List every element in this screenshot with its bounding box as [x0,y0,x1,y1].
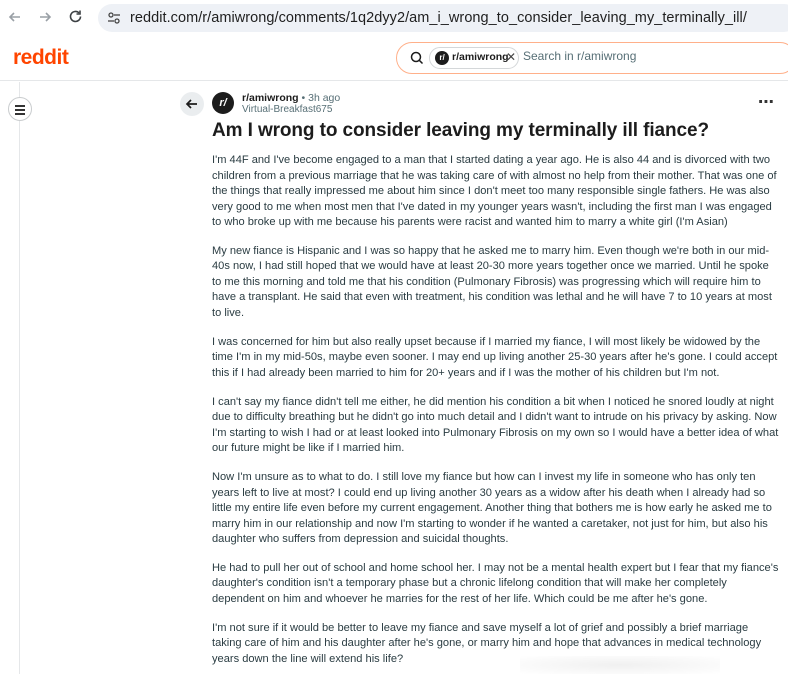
meta-separator: • [301,92,306,104]
search-scope-chip[interactable] [429,47,519,69]
subreddit-link[interactable]: r/amiwrong [242,92,299,104]
hamburger-icon [15,105,25,107]
search-input[interactable] [523,49,783,63]
post-paragraph: I'm 44F and I've become engaged to a man that I started dating a year ago. He is also 44 and is divorced with two children from a previous marriage that he was taking care of with almost no help from their mother. That was one of the things that really impressed me about him since I don't meet too many responsible single fathers. He was also very good to me when most men that I've dated in my younger years wasn't, including the first man I was engaged to who broke up with me because his parents were racist and wanted him to marry a white girl (I'm Asian) [212,154,777,228]
post-paragraph: He had to pull her out of school and home school her. I may not be a mental health expert but I fear that my fiance's daughter's condition isn't a temporary phase but a chronic lifelong condition that will make her completely dependent on him and whoever he marries for the rest of her life. Which could be me after he's gone. [212,561,779,605]
search-icon [409,50,425,66]
sidebar-toggle-button[interactable] [8,97,32,121]
post-title: Am I wrong to consider leaving my terminally ill fiance? [212,120,709,141]
close-icon[interactable]: ✕ [506,50,517,64]
tune-icon[interactable] [106,10,122,26]
post-body [212,153,780,674]
post-paragraph: My new fiance is Hispanic and I was so happy that he asked me to marry him. Even though we're both in our mid-40s now, I had still hoped that we would have at least 20-30 more years together once we married. Until he spoke to me this morning and told me that his condition (Pulmonary Fibrosis) was progressing which will require him to have a transplant. He said that even with treatment, his condition was lethal and he will have 7 to 10 years at most to live. [212,244,772,319]
reload-icon [68,9,83,24]
back-button[interactable] [180,92,204,116]
url-text[interactable]: reddit.com/r/amiwrong/comments/1q2dyy2/am_i_wrong_to_consider_leaving_my_terminally_ill/ [130,10,747,26]
browser-reload-button[interactable] [64,6,86,28]
subreddit-avatar-icon: r/ [435,51,449,65]
browser-back-button[interactable] [4,6,26,28]
author-link[interactable]: Virtual-Breakfast675 [242,104,333,115]
arrow-left-icon [180,92,204,116]
address-bar[interactable] [98,4,788,32]
left-sidebar [0,82,20,674]
browser-toolbar [0,0,788,36]
ellipsis-icon[interactable]: ⋯ [758,94,775,111]
post-meta [242,92,340,104]
post-paragraph: Now I'm unsure as to what to do. I still love my fiance but how can I invest my life in someone who has only ten years left to live at most? I could end up living another 30 years as a widow after his death when I already had so little my entire life even before my current engagement. Another thing that bothers me is how early he asked me to marry him in our relationship and now I'm starting to wonder if he wanted a caretaker, not just for him, but also his daughter who suffers from depression and suicidal thoughts. [212,471,772,546]
post-paragraph: I can't say my fiance didn't tell me either, he did mention his condition a bit when I noticed he snored loudly at night due to difficulty breathing but he didn't go into much detail and I didn't want to intrude on his privacy by asking. Now I'm starting to wish I had or at least looked into Pulmonary Fibrosis on my own so I would have a better idea of what our future might be like if I married him. [212,395,779,455]
reddit-logo[interactable]: reddit [13,46,69,69]
site-header [0,36,788,81]
scroll-shadow [520,656,720,674]
search-scope-label: r/amiwrong [452,51,509,63]
browser-forward-button[interactable] [34,6,56,28]
post-paragraph: I was concerned for him but also really upset because if I married my fiance, I will most likely be widowed by the time I'm in my mid-50s, maybe even sooner. I may end up living another 25-30 years after he's gone. I could accept this if I had already been married to him for 20+ years and if I was the mother of his children but I'm not. [212,335,778,379]
arrow-right-icon [38,10,52,24]
post-paragraph: I'm not sure if it would be better to leave my fiance and save myself a lot of grief and possibly a brief marriage taking care of him and his daughter after he's gone, or marry him and hope that advances in medical technology years down the line will extend his life? [212,621,762,665]
search-bar[interactable] [396,42,788,74]
arrow-left-icon [8,10,22,24]
post-timestamp: 3h ago [308,92,341,104]
subreddit-avatar[interactable]: r/ [212,92,234,114]
